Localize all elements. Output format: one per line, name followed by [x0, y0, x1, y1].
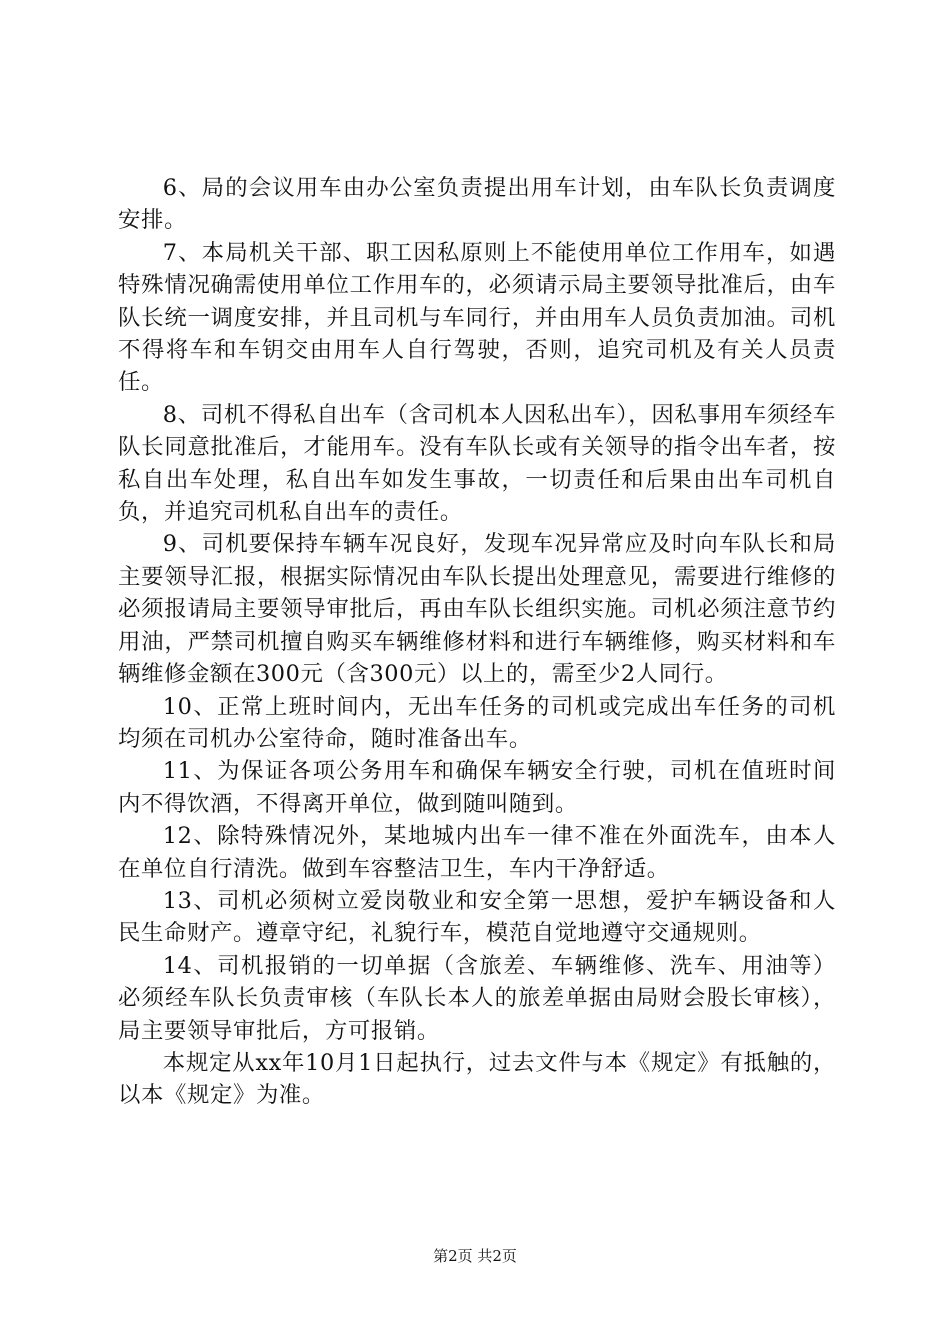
- paragraph-item-11: 11、为保证各项公务用车和确保车辆安全行驶，司机在值班时间内不得饮酒，不得离开单位，做到随叫随到。: [118, 758, 836, 817]
- paragraph-item-6: 6、局的会议用车由办公室负责提出用车计划，由车队长负责调度安排。: [118, 175, 836, 234]
- paragraph-item-7: 7、本局机关干部、职工因私原则上不能使用单位工作用车，如遇特殊情况确需使用单位工作用车的，必须请示局主要领导批准后，由车队长统一调度安排，并且司机与车同行，并由用车人员负责加油。司机不得将车和车钥交由用车人自行驾驶，否则，追究司机及有关人员责任。: [118, 239, 836, 396]
- paragraph-item-10: 10、正常上班时间内，无出车任务的司机或完成出车任务的司机均须在司机办公室待命，随时准备出车。: [118, 693, 836, 752]
- paragraph-item-12: 12、除特殊情况外，某地城内出车一律不准在外面洗车，由本人在单位自行清洗。做到车容整洁卫生，车内干净舒适。: [118, 823, 836, 882]
- page-number-footer: 第2页 共2页: [433, 1247, 517, 1265]
- paragraph-item-13: 13、司机必须树立爱岗敬业和安全第一思想，爱护车辆设备和人民生命财产。遵章守纪，礼貌行车，模范自觉地遵守交通规则。: [118, 887, 836, 947]
- paragraph-item-9: 9、司机要保持车辆车况良好，发现车况异常应及时向车队长和局主要领导汇报，根据实际情况由车队长提出处理意见，需要进行维修的必须报请局主要领导审批后，再由车队长组织实施。司机必须注意节约用油，严禁司机擅自购买车辆维修材料和进行车辆维修，购买材料和车辆维修金额在300元（含300元）以上的，需至少2人同行。: [118, 531, 836, 688]
- document-body: [118, 172, 836, 1112]
- paragraph-effective-date: 本规定从xx年10月1日起执行，过去文件与本《规定》有抵触的，以本《规定》为准。: [118, 1049, 836, 1109]
- paragraph-item-14: 14、司机报销的一切单据（含旅差、车辆维修、洗车、用油等）必须经车队长负责审核（车队长本人的旅差单据由局财会股长审核），局主要领导审批后，方可报销。: [118, 952, 836, 1044]
- paragraph-item-8: 8、司机不得私自出车（含司机本人因私出车），因私事用车须经车队长同意批准后，才能用车。没有车队长或有关领导的指令出车者，按私自出车处理，私自出车如发生事故，一切责任和后果由出车司机自负，并追究司机私自出车的责任。: [118, 401, 836, 526]
